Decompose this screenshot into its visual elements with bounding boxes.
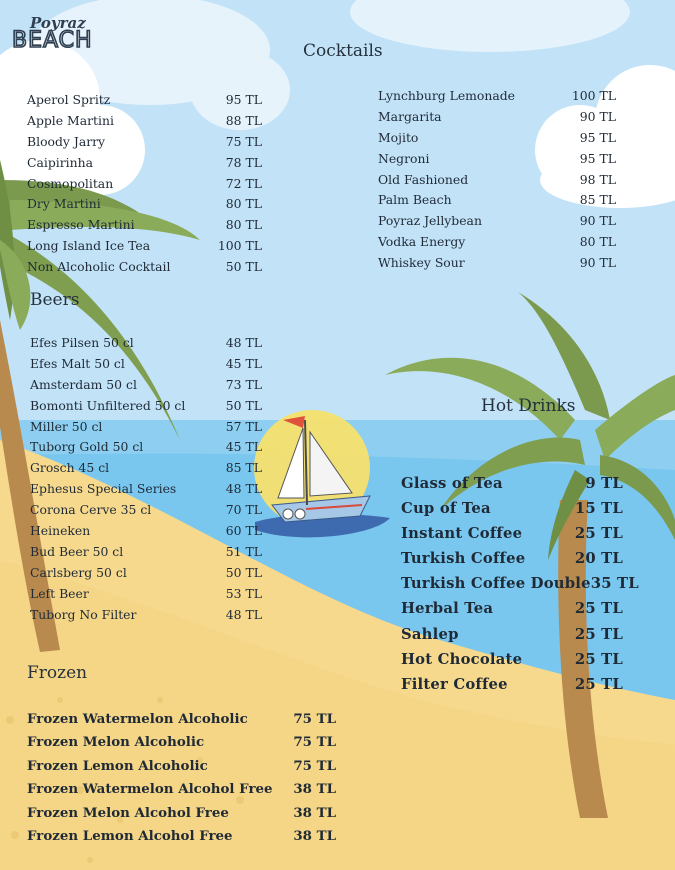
menu-item [27,194,262,215]
item-name: Frozen Melon Alcoholic [27,734,205,751]
item-price: 75 TL [293,711,336,727]
item-price: 50 TL [225,397,262,413]
item-name: Espresso Martini [27,217,135,233]
item-name: Non Alcoholic Cocktail [27,259,171,275]
item-name: Carlsberg 50 cl [30,564,127,580]
item-name: Hot Chocolate [401,650,523,668]
item-price: 45 TL [225,355,262,371]
item-price: 51 TL [225,543,262,559]
item-price: 60 TL [225,523,262,539]
item-name: Sahlep [401,625,459,643]
item-price: 80 TL [579,234,616,250]
menu-item [401,647,623,672]
menu-item [30,563,262,584]
item-price: 25 TL [574,600,623,618]
menu-item [27,174,262,195]
item-name: Caipirinha [27,154,93,170]
menu-item [30,542,262,563]
item-name: Frozen Melon Alcohol Free [27,804,229,821]
item-price: 45 TL [225,439,262,455]
menu-item [401,672,623,697]
menu-item [30,417,262,438]
item-name: Palm Beach [378,192,452,208]
item-name: Instant Coffee [401,525,523,543]
menu-item [378,86,616,107]
item-price: 73 TL [225,376,262,392]
item-name: Margarita [378,108,442,124]
menu-item [401,622,623,647]
item-price: 100 TL [571,88,616,103]
menu-item [30,458,262,479]
menu-item [27,778,336,801]
item-name: Old Fashioned [378,171,469,187]
item-price: 35 TL [590,575,639,593]
item-name: Bud Beer 50 cl [30,543,124,559]
item-price: 38 TL [293,804,336,821]
menu-item [27,236,262,257]
menu-item [27,731,336,754]
item-name: Frozen Watermelon Alcohol Free [27,781,273,798]
item-name: Filter Coffee [401,675,508,693]
item-name: Lynchburg Lemonade [378,88,516,103]
item-price: 100 TL [217,238,262,254]
menu-item [30,584,262,605]
item-name: Glass of Tea [401,475,503,492]
menu-item [30,500,262,521]
item-price: 53 TL [225,585,262,601]
item-name: Frozen Watermelon Alcoholic [27,711,248,727]
menu-item [27,257,262,278]
menu-item [30,354,262,375]
menu-item [27,132,262,153]
menu-item [30,375,262,396]
menu-item [378,107,616,128]
item-name: Ephesus Special Series [30,481,177,497]
item-price: 72 TL [225,175,262,191]
item-price: 88 TL [225,112,262,128]
item-price: 80 TL [225,217,262,233]
item-price: 90 TL [579,108,616,124]
menu-item [378,149,616,170]
item-price: 50 TL [225,259,262,275]
menu-item [27,825,336,848]
item-price: 90 TL [579,255,616,271]
menu-item [27,755,336,778]
item-name: Left Beer [30,585,89,601]
item-price: 25 TL [574,625,623,643]
item-price: 38 TL [293,781,336,798]
item-price: 48 TL [225,481,262,497]
item-price: 20 TL [574,550,623,568]
menu-item [27,153,262,174]
item-name: Miller 50 cl [30,418,103,434]
item-name: Aperol Spritz [27,92,111,107]
hot-drinks-title: Hot Drinks [481,396,576,416]
menu-item [30,333,262,354]
item-name: Corona Cerve 35 cl [30,502,152,518]
item-price: 15 TL [574,500,623,518]
item-name: Long Island Ice Tea [27,238,151,254]
item-price: 50 TL [225,564,262,580]
hot-drinks-list [401,471,639,697]
item-name: Grosch 45 cl [30,460,110,476]
menu-item [401,596,623,621]
cocktails-title: Cocktails [303,41,383,61]
item-name: Tuborg Gold 50 cl [30,439,144,455]
item-name: Poyraz Jellybean [378,213,482,229]
item-price: 75 TL [293,757,336,774]
item-name: Cosmopolitan [27,175,114,191]
menu-item [378,128,616,149]
menu-item [378,190,616,211]
item-price: 85 TL [579,192,616,208]
menu-item [30,437,262,458]
item-name: Efes Malt 50 cl [30,355,125,371]
menu-item [401,571,639,596]
menu-item [30,396,262,417]
logo-script: Poyraz [30,14,86,32]
menu-item [401,521,623,546]
menu-item [378,211,616,232]
item-price: 9 TL [585,475,623,492]
item-name: Efes Pilsen 50 cl [30,335,134,350]
frozen-title: Frozen [27,663,88,683]
item-price: 25 TL [574,675,623,693]
item-price: 25 TL [574,650,623,668]
item-price: 80 TL [225,196,262,212]
menu-item [30,479,262,500]
item-price: 95 TL [579,150,616,166]
menu-item [401,546,623,571]
item-name: Bomonti Unfiltered 50 cl [30,397,186,413]
frozen-list [27,708,336,848]
menu-item [27,90,262,111]
menu-item [378,253,616,274]
item-price: 98 TL [579,171,616,187]
menu-item [401,471,623,496]
item-name: Turkish Coffee [401,550,526,568]
item-price: 75 TL [225,133,262,149]
item-price: 95 TL [579,129,616,145]
item-price: 75 TL [293,734,336,751]
cocktails-right-list [378,86,616,274]
item-name: Whiskey Sour [378,255,465,271]
item-name: Vodka Energy [378,234,466,250]
beers-list [30,333,262,625]
cocktails-left-list [27,90,262,278]
item-name: Herbal Tea [401,600,494,618]
item-name: Frozen Lemon Alcohol Free [27,827,233,844]
item-price: 25 TL [574,525,623,543]
logo-word: BEACH [12,28,93,53]
item-price: 57 TL [225,418,262,434]
item-price: 48 TL [225,335,262,350]
menu-item [27,802,336,825]
item-price: 48 TL [225,606,262,622]
item-price: 90 TL [579,213,616,229]
item-price: 78 TL [225,154,262,170]
menu-item [401,496,623,521]
item-name: Amsterdam 50 cl [30,376,137,392]
item-price: 85 TL [225,460,262,476]
beers-title: Beers [30,290,80,310]
item-name: Apple Martini [27,112,114,128]
item-price: 38 TL [293,827,336,844]
menu-item [30,521,262,542]
item-name: Mojito [378,129,419,145]
menu-item [378,232,616,253]
item-name: Cup of Tea [401,500,491,518]
menu-item [27,215,262,236]
item-name: Frozen Lemon Alcoholic [27,757,208,774]
menu-item [30,605,262,626]
item-price: 70 TL [225,502,262,518]
menu-item [27,111,262,132]
item-name: Dry Martini [27,196,101,212]
menu-item [27,708,336,731]
item-name: Heineken [30,523,91,539]
item-name: Tuborg No Filter [30,606,137,622]
menu-item [378,170,616,191]
item-price: 95 TL [225,92,262,107]
item-name: Negroni [378,150,430,166]
item-name: Turkish Coffee Double [401,575,591,593]
item-name: Bloody Jarry [27,133,106,149]
